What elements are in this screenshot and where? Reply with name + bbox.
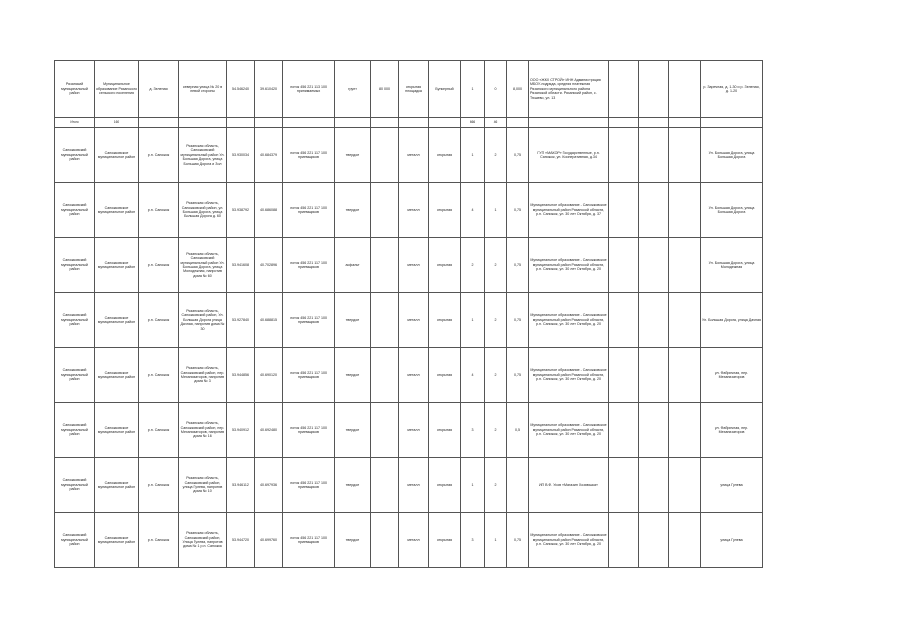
table-cell: лоток 456 221 117 100 приемщиков [283,293,335,348]
table-cell [371,128,399,183]
table-cell: Ул. Большая Дорога, улица Большая Дорога [701,128,763,183]
table-cell [399,118,429,128]
table-cell: Муниципальное образование - Сапожковское муниципальный район Рязанской области, р.п. Сапожок, ул. 30 лет Октября, д. 20 [529,403,609,458]
table-cell: металл [399,128,429,183]
table-cell [335,118,371,128]
table-cell: Рязанская область, Сапожковский район, улица Гулева, напротив дома № 10 [179,458,227,513]
table-cell: Сапожковское муниципальное район [95,183,139,238]
table-cell: Рязанская область, Сапожковский район, пер. Механизаторов, напротив дома № 16 [179,403,227,458]
table-cell [639,183,669,238]
table-cell [371,293,399,348]
table-cell: Рязанский муниципальный район [55,61,95,118]
table-cell [609,183,639,238]
table-cell: 666 [461,118,485,128]
table-cell: 39.610420 [255,61,283,118]
table-cell: лоток 456 221 117 100 приемщиков [283,183,335,238]
table-cell: лоток 456 221 117 100 приемщиков [283,128,335,183]
table-cell: Сапожковский муниципальный район [55,348,95,403]
table-cell: лоток 456 221 117 100 приемщиков [283,238,335,293]
table-cell [669,293,701,348]
table-cell: Сапожковское муниципальное район [95,348,139,403]
table-cell: 54.546240 [227,61,255,118]
table-cell: ГУП «МАКОР» Государственные, р.п. Сапожок, ул. Кооперативная, д.34 [529,128,609,183]
table-row [55,183,763,238]
table-cell: открытая площадка [399,61,429,118]
table-cell: асфальт [335,238,371,293]
table-cell: улица Гулева [701,513,763,568]
table-cell: р.п. Сапожок [139,513,179,568]
table-cell: 53.927840 [227,293,255,348]
table-cell: 0,75 [507,183,529,238]
table-cell: ИП В.Ф. Усов «Магазин Хозяюшка» [529,458,609,513]
table-cell: 0,75 [507,293,529,348]
table-cell [529,118,609,128]
table-cell: открытая [429,458,461,513]
table-cell: грунт [335,61,371,118]
table-cell: открытая [429,403,461,458]
table-cell: твердое [335,128,371,183]
table-cell: Муниципальное образование - Сапожковское муниципальный район Рязанской области, р.п. Сапожок, ул. 30 лет Октября, д. 37 [529,183,609,238]
table-cell: 2 [485,293,507,348]
table-cell: ул. Фабричная, пер. Механизаторов [701,348,763,403]
table-cell: 80 000 [371,61,399,118]
table-cell [609,348,639,403]
table-cell [371,513,399,568]
table-cell [669,403,701,458]
table-cell [609,513,639,568]
table-cell: лоток 456 221 117 100 приемщиков [283,403,335,458]
table-cell: 53.946112 [227,458,255,513]
table-cell: Ул. Большая Дорога, улица Молодежная [701,238,763,293]
table-cell: ул. Фабричная, пер. Механизаторов [701,403,763,458]
table-cell: металл [399,238,429,293]
table-cell: 40.690120 [255,348,283,403]
table-cell [371,183,399,238]
table-cell: Сапожковское муниципальное район [95,238,139,293]
table-cell: 2 [485,238,507,293]
table-cell: 160 [95,118,139,128]
table-cell: р.п. Сапожок [139,403,179,458]
table-cell [371,403,399,458]
table-cell: 2 [485,458,507,513]
table-row [55,458,763,513]
table-cell: твердое [335,293,371,348]
table-cell: 2 [485,403,507,458]
table-cell [669,513,701,568]
table-cell [179,118,227,128]
table-cell [609,61,639,118]
table-cell: металл [399,403,429,458]
table-cell: 4 [461,183,485,238]
table-cell: 2 [461,238,485,293]
table-cell [609,118,639,128]
table-cell: 1 [461,458,485,513]
table-row [55,513,763,568]
table-cell: лоток 456 221 117 100 приемщиков [283,348,335,403]
table-cell: улица Гулева [701,458,763,513]
table-cell: 53.941608 [227,238,255,293]
table-cell: р.п. Сапожок [139,458,179,513]
table-cell: лоток 456 221 117 100 приемщиков [283,513,335,568]
table-cell: 40.699760 [255,513,283,568]
table-cell [639,403,669,458]
table-cell: Муниципальное образование - Сапожковское муниципальный район Рязанской области, р.п. Сапожок, ул. 30 лет Октября, д. 20 [529,293,609,348]
table-cell: 53.944720 [227,513,255,568]
data-table [54,60,763,568]
table-cell: 1 [461,128,485,183]
table-cell: Муниципальное образование Рязанского сельского поселения [95,61,139,118]
table-cell: р.п. Сапожок [139,128,179,183]
table-cell: 40.697936 [255,458,283,513]
table-cell: Сапожковское муниципальное район [95,458,139,513]
table-row [55,128,763,183]
table-cell [227,118,255,128]
table-cell: 40.686088 [255,183,283,238]
table-row [55,403,763,458]
table-cell [639,128,669,183]
table-cell: 0 [485,61,507,118]
table-cell: Сапожковское муниципальное район [95,128,139,183]
table-cell: ООО «ЖКХ СТРОЙ» ИНН Администрация МБОУ-подряда, средняя платежная Рязанского муниципального района Рязанской области. Рязанский район, с. Тюшево, ул. 13 [529,61,609,118]
table-cell: твердое [335,348,371,403]
table-cell [609,458,639,513]
table-cell [609,238,639,293]
table-cell: Сапожковский муниципальный район [55,128,95,183]
table-cell: д. Зеленая [139,61,179,118]
table-cell [669,118,701,128]
table-cell: 0,75 [507,348,529,403]
table-cell: Рязанская область, Сапожковский муниципальный район Ул. Большая Дорога, улица Молодежная, напротив дома № 60 [179,238,227,293]
table-cell: 46 [485,118,507,128]
table-cell: Сапожковское муниципальное район [95,513,139,568]
table-cell: Рязанская область, Сапожковский муниципальный район Ул. Большая Дорога, улица Большая Дорога и Зол [179,128,227,183]
table-cell [639,238,669,293]
table-cell [609,293,639,348]
table-cell [371,458,399,513]
table-cell: Сапожковский муниципальный район [55,513,95,568]
table-cell: 53.944856 [227,348,255,403]
table-cell: Бункерный [429,61,461,118]
table-cell: металл [399,348,429,403]
table-cell: р.п. Сапожок [139,293,179,348]
table-cell: Рязанская область, Сапожковский район, ул. Большая Дорога, улица Большая Дорога д. 60 [179,183,227,238]
table-cell: 40.684379 [255,128,283,183]
table-cell [639,118,669,128]
table-row [55,293,763,348]
table-cell [669,61,701,118]
table-cell: 53.930034 [227,128,255,183]
table-cell: 2 [485,348,507,403]
table-cell: Сапожковский муниципальный район [55,293,95,348]
table-cell: Сапожковское муниципальное район [95,293,139,348]
table-cell [639,458,669,513]
table-body [55,61,763,568]
table-cell: Сапожковский муниципальный район [55,458,95,513]
table-cell: 40.692480 [255,403,283,458]
table-cell [669,238,701,293]
table-cell [139,118,179,128]
table-cell: твердое [335,403,371,458]
table-cell: открытая [429,513,461,568]
table-cell: 1 [461,293,485,348]
table-cell: 0,75 [507,238,529,293]
table-row [55,118,763,128]
table-cell [507,118,529,128]
table-cell: 8,000 [507,61,529,118]
table-cell [639,293,669,348]
table-cell [639,513,669,568]
table-cell: северная улица № 20 в левой стороны [179,61,227,118]
table-cell: металл [399,513,429,568]
table-cell: Ул. Большая Дорога, улица Дачная [701,293,763,348]
table-cell: 40.688815 [255,293,283,348]
table-cell: Муниципальное образование - Сапожковское муниципальный район Рязанской области, р.п. Сапожок, ул. 30 лет Октября, д. 20 [529,238,609,293]
table-cell [669,348,701,403]
table-cell: металл [399,293,429,348]
table-cell: твердое [335,183,371,238]
table-cell [639,348,669,403]
table-cell: р.п. Сапожок [139,183,179,238]
table-cell: Сапожковский муниципальный район [55,238,95,293]
table-cell: твердое [335,513,371,568]
table-row [55,238,763,293]
table-cell [507,458,529,513]
table-cell: 40.702896 [255,238,283,293]
table-cell: 2 [485,128,507,183]
table-cell [639,61,669,118]
table-cell: 3 [461,403,485,458]
table-cell: открытая [429,128,461,183]
table-cell: твердое [335,458,371,513]
table-cell: металл [399,183,429,238]
table-cell [283,118,335,128]
table-cell: Ул. Большая Дорога, улица Большая Дорога [701,183,763,238]
table-cell [371,348,399,403]
table-cell: р.п. Сапожок [139,348,179,403]
table-cell: лоток 456 221 117 100 приемщиков [283,458,335,513]
table-cell: р. Заречная, д. 1-30 и р. Зеленая, д. 1-20 [701,61,763,118]
table-cell: открытая [429,293,461,348]
table-row [55,348,763,403]
table-cell: Сапожковское муниципальное район [95,403,139,458]
table-cell: 1 [461,61,485,118]
table-cell [371,118,399,128]
table-cell [255,118,283,128]
table-cell: 1 [485,513,507,568]
table-cell: 53.940912 [227,403,255,458]
table-cell: 4 [461,348,485,403]
table-cell [701,118,763,128]
table-cell: Муниципальное образование - Сапожковское муниципальный район Рязанской области, р.п. Сапожок, ул. 30 лет Октября, д. 20 [529,513,609,568]
table-cell: Рязанская область, Сапожковский район, пер. Механизаторов, напротив дома № 3 [179,348,227,403]
table-cell: 3 [461,513,485,568]
table-cell: р.п. Сапожок [139,238,179,293]
table-cell: открытая [429,183,461,238]
table-cell [609,403,639,458]
table-cell: Сапожковский муниципальный район [55,403,95,458]
table-row [55,61,763,118]
table-cell [609,128,639,183]
table-cell: открытая [429,238,461,293]
table-cell [669,183,701,238]
table-cell: 53.938792 [227,183,255,238]
table-cell: Рязанская область, Сапожковский район, Улица Гулева, напротив дома № 1 р.п. Сапожок [179,513,227,568]
table-cell [669,128,701,183]
table-cell [429,118,461,128]
table-cell: металл [399,458,429,513]
table-cell: открытая [429,348,461,403]
table-cell: 0,5 [507,403,529,458]
table-cell: лоток 456 221 113 100 принимаемых [283,61,335,118]
table-cell: 0,75 [507,128,529,183]
table-cell [669,458,701,513]
table-cell: Муниципальное образование - Сапожковское муниципальный район Рязанской области, р.п. Сапожок, ул. 30 лет Октября, д. 20 [529,348,609,403]
table-cell: 1 [485,183,507,238]
table-cell: Рязанская область, Сапожковский район, Ул. Большая Дорога улица Дачная, напротив дома № 30 [179,293,227,348]
table-cell: 0,75 [507,513,529,568]
table-cell: Итого [55,118,95,128]
table-cell: Сапожковский муниципальный район [55,183,95,238]
table-cell [371,238,399,293]
